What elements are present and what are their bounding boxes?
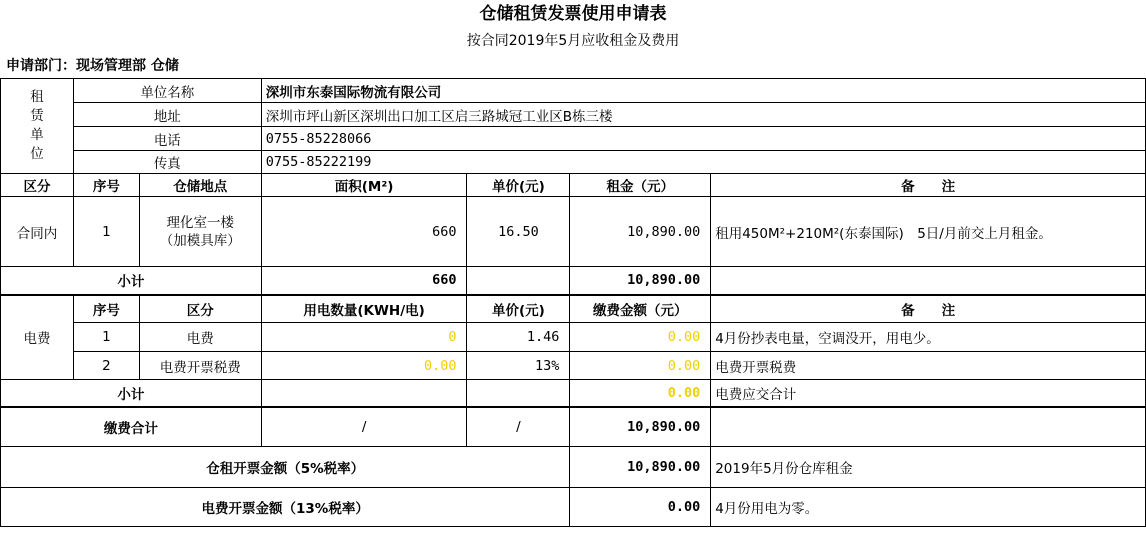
sheet-subtitle: 按合同2019年5月应收租金及费用 — [466, 33, 680, 49]
rent-amount[interactable]: 10,890.00 — [570, 197, 711, 267]
header-cell: 序号 — [73, 174, 139, 197]
header-cell: 单价(元) — [467, 174, 570, 197]
tenant-label: 地址 — [73, 103, 261, 127]
header-cell: 备 注 — [711, 174, 1146, 197]
tenant-label: 传真 — [73, 151, 261, 174]
elec-subtotal-row — [1, 380, 1146, 407]
header-cell: 备 注 — [711, 295, 1146, 323]
elec-subtotal-amount[interactable]: 0.00 — [570, 380, 711, 407]
rent-invoice-remark[interactable]: 2019年5月份仓库租金 — [711, 447, 1146, 488]
elec-subtotal-label: 小计 — [1, 380, 262, 407]
elec-header-row — [1, 295, 1146, 323]
header-cell: 仓储地点 — [139, 174, 261, 197]
elec-data-row — [1, 323, 1146, 352]
header-cell: 单价(元) — [467, 295, 570, 323]
rent-subtotal-amount[interactable]: 10,890.00 — [570, 267, 711, 295]
empty-cell — [467, 267, 570, 295]
rent-subtotal-row — [1, 267, 1146, 295]
elec-data-row — [1, 352, 1146, 380]
elec-invoice-remark[interactable]: 4月份用电为零。 — [711, 488, 1146, 527]
elec-type[interactable]: 电费 — [139, 323, 261, 352]
pay-total-col1: / — [261, 407, 467, 447]
header-cell: 区分 — [139, 295, 261, 323]
elec-unit-price[interactable]: 13% — [467, 352, 570, 380]
rent-location[interactable]: 理化室一楼 （加模具库） — [139, 197, 261, 267]
tenant-row — [1, 79, 1146, 103]
tenant-row — [1, 103, 1146, 127]
elec-invoice-row — [1, 488, 1146, 527]
tenant-label: 单位名称 — [73, 79, 261, 103]
tenant-row — [1, 151, 1146, 174]
tenant-address[interactable]: 深圳市坪山新区深圳出口加工区启三路城冠工业区B栋三楼 — [261, 103, 1145, 127]
elec-unit-price[interactable]: 1.46 — [467, 323, 570, 352]
rent-invoice-label: 仓租开票金额（5%税率） — [1, 447, 570, 488]
rent-invoice-row — [1, 447, 1146, 488]
rent-area[interactable]: 660 — [261, 197, 467, 267]
pay-total-label: 缴费合计 — [1, 407, 262, 447]
rent-subtotal-area[interactable]: 660 — [261, 267, 467, 295]
empty-cell — [711, 407, 1146, 447]
rent-unit-price[interactable]: 16.50 — [467, 197, 570, 267]
elec-category: 电费 — [1, 295, 74, 380]
tenant-row — [1, 127, 1146, 151]
elec-amount[interactable]: 0.00 — [570, 352, 711, 380]
empty-cell — [711, 267, 1146, 295]
invoice-table — [0, 78, 1146, 527]
empty-cell — [261, 380, 467, 407]
pay-total-col2: / — [467, 407, 570, 447]
rent-header-row — [1, 174, 1146, 197]
header-cell: 序号 — [73, 295, 139, 323]
header-cell: 租金（元） — [570, 174, 711, 197]
elec-type[interactable]: 电费开票税费 — [139, 352, 261, 380]
header-cell: 缴费金额（元） — [570, 295, 711, 323]
tenant-section-label: 租 赁 单 位 — [1, 79, 74, 174]
rent-data-row — [1, 197, 1146, 267]
sheet-title: 仓储租赁发票使用申请表 — [479, 4, 667, 24]
tenant-label: 电话 — [73, 127, 261, 151]
rent-subtotal-label: 小计 — [1, 267, 262, 295]
tenant-fax[interactable]: 0755-85222199 — [261, 151, 1145, 174]
elec-subtotal-remark[interactable]: 电费应交合计 — [711, 380, 1146, 407]
header-cell: 用电数量(KWH/电) — [261, 295, 467, 323]
elec-remark[interactable]: 电费开票税费 — [711, 352, 1146, 380]
header-cell: 面积(M²) — [261, 174, 467, 197]
elec-qty[interactable]: 0.00 — [261, 352, 467, 380]
rent-no[interactable]: 1 — [73, 197, 139, 267]
pay-total-amount[interactable]: 10,890.00 — [570, 407, 711, 447]
elec-invoice-amount[interactable]: 0.00 — [570, 488, 711, 527]
rent-invoice-amount[interactable]: 10,890.00 — [570, 447, 711, 488]
tenant-name[interactable]: 深圳市东泰国际物流有限公司 — [261, 79, 1145, 103]
empty-cell — [467, 380, 570, 407]
tenant-phone[interactable]: 0755-85228066 — [261, 127, 1145, 151]
elec-no[interactable]: 1 — [73, 323, 139, 352]
pay-total-row — [1, 407, 1146, 447]
elec-qty[interactable]: 0 — [261, 323, 467, 352]
elec-amount[interactable]: 0.00 — [570, 323, 711, 352]
rent-remark[interactable]: 租用450M²+210M²(东泰国际) 5日/月前交上月租金。 — [711, 197, 1146, 267]
elec-remark[interactable]: 4月份抄表电量，空调没开，用电少。 — [711, 323, 1146, 352]
rent-category[interactable]: 合同内 — [1, 197, 74, 267]
header-cell: 区分 — [1, 174, 74, 197]
elec-invoice-label: 电费开票金额（13%税率） — [1, 488, 570, 527]
elec-no[interactable]: 2 — [73, 352, 139, 380]
department-line: 申请部门：现场管理部 仓储 — [6, 58, 179, 74]
